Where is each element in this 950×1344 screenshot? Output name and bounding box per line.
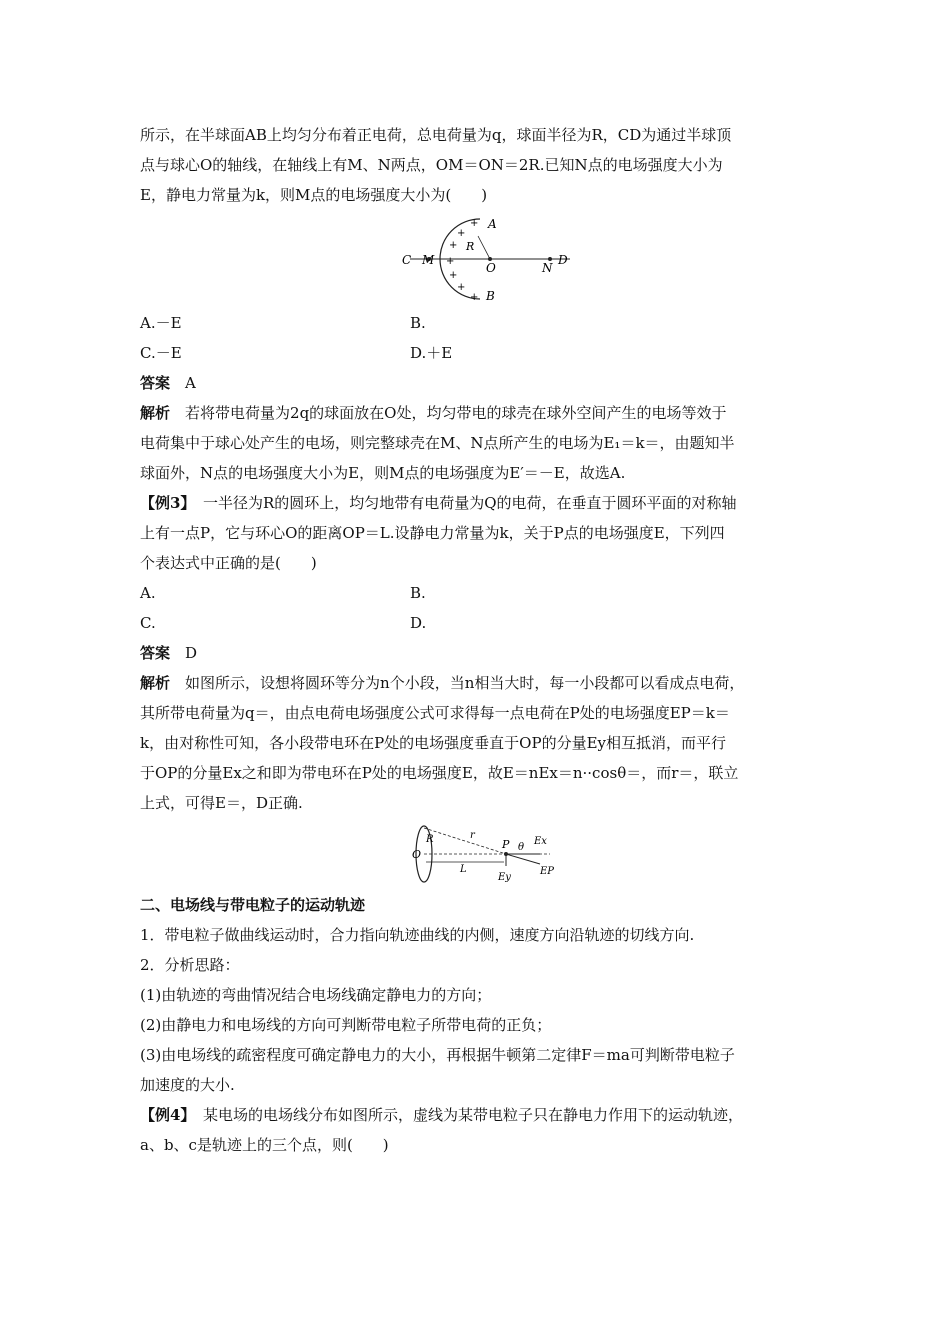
q2-analysis-line-2: 电荷集中于球心处产生的电场，则完整球壳在M、N点所产生的电场为E₁＝k＝，由题知半: [140, 434, 735, 452]
section-step-3-cont: 加速度的大小.: [140, 1076, 235, 1094]
section-point-2: 2．分析思路：: [140, 956, 240, 974]
ex3-analysis-line-5: 上式，可得E＝，D正确.: [140, 794, 303, 812]
label-A: A: [488, 217, 497, 231]
ex3-stem-line-3: 个表达式中正确的是( ): [140, 554, 317, 572]
label-O: O: [412, 848, 422, 861]
ex3-analysis-line-2: 其所带电荷量为q＝，由点电荷电场强度公式可求得每一点电荷在P处的电场强度EP＝k＝: [140, 704, 730, 722]
analysis-text: 若将带电荷量为2q的球面放在O处，均匀带电的球壳在球外空间产生的电场等效于: [185, 404, 727, 422]
q2-option-a[interactable]: A.－E: [140, 314, 182, 332]
answer-value: A: [185, 374, 196, 392]
section-step-3: (3)由电场线的疏密程度可确定静电力的大小，再根据牛顿第二定律F＝ma可判断带电粒子: [140, 1046, 735, 1064]
label-theta: θ: [518, 842, 525, 853]
label-B: B: [486, 289, 495, 303]
label-M: M: [422, 253, 435, 267]
q2-answer: [140, 368, 840, 398]
analysis-label: 解析: [140, 404, 171, 422]
q2-analysis-line-3: 球面外，N点的电场强度大小为E，则M点的电场强度为E′＝－E，故选A.: [140, 464, 626, 482]
plus-sign: +: [449, 270, 458, 281]
label-D: D: [558, 253, 568, 267]
ex4-stem-line-1: [140, 1100, 840, 1130]
plus-sign: +: [470, 292, 479, 303]
label-O: O: [486, 261, 496, 275]
label-Ex: Ex: [534, 836, 547, 847]
label-r: r: [470, 830, 475, 841]
q2-option-d[interactable]: D.＋E: [410, 344, 453, 362]
ex3-analysis-line-3: k，由对称性可知，各小段带电环在P处的电场强度垂直于OP的分量Ey相互抵消，而平行: [140, 734, 726, 752]
ex3-options-row-2: [140, 608, 840, 638]
q2-options-row-1: [140, 308, 840, 338]
analysis-text: 如图所示，设想将圆环等分为n个小段，当n相当大时，每一小段都可以看成点电荷，: [185, 674, 745, 692]
section-step-1: (1)由轨迹的弯曲情况结合电场线确定静电力的方向；: [140, 986, 492, 1004]
ring-field-diagram: [400, 822, 580, 886]
label-R: R: [466, 240, 475, 253]
answer-label: 答案: [140, 644, 171, 662]
ex3-option-a[interactable]: A.: [140, 584, 156, 602]
q2-analysis-line-1: [140, 398, 840, 428]
label-L: L: [460, 864, 467, 875]
ex3-text: 一半径为R的圆环上，均匀地带有电荷量为Q的电荷，在垂直于圆环平面的对称轴: [202, 494, 737, 512]
ex4-text: 某电场的电场线分布如图所示，虚线为某带电粒子只在静电力作用下的运动轨迹，: [202, 1106, 743, 1124]
ex3-stem-line-1: [140, 488, 840, 518]
ex3-option-b[interactable]: B.: [410, 584, 426, 602]
ex4-stem-line-2: a、b、c是轨迹上的三个点，则( ): [140, 1136, 389, 1154]
label-P: P: [502, 838, 510, 851]
q2-option-c[interactable]: C.－E: [140, 344, 182, 362]
analysis-label: 解析: [140, 674, 171, 692]
q2-stem-line-3: E，静电力常量为k，则M点的电场强度大小为( ): [140, 186, 488, 204]
section-point-1: 1．带电粒子做曲线运动时，合力指向轨迹曲线的内侧，速度方向沿轨迹的切线方向.: [140, 926, 695, 944]
q2-options-row-2: [140, 338, 840, 368]
plus-sign: +: [457, 228, 466, 239]
section-title: 二、电场线与带电粒子的运动轨迹: [140, 896, 366, 914]
label-EP: EP: [540, 866, 555, 877]
hemisphere-diagram: [390, 214, 590, 304]
q2-option-b[interactable]: B.: [410, 314, 426, 332]
q2-stem-line-2: 点与球心O的轴线，在轴线上有M、N两点，OM＝ON＝2R.已知N点的电场强度大小为: [140, 156, 723, 174]
label-C: C: [402, 253, 412, 267]
ex3-option-c[interactable]: C.: [140, 614, 156, 632]
ex3-stem-line-2: 上有一点P，它与环心O的距离OP＝L.设静电力常量为k，关于P点的电场强度E，下列四: [140, 524, 725, 542]
ex3-analysis-line-1: [140, 668, 840, 698]
ex3-answer: [140, 638, 840, 668]
plus-sign: +: [457, 282, 466, 293]
plus-sign: +: [449, 240, 458, 251]
label-Ey: Ey: [498, 872, 511, 883]
ex3-analysis-line-4: 于OP的分量Ex之和即为带电环在P处的电场强度E，故E＝nEx＝n··cosθ＝，而r＝，联立: [140, 764, 739, 782]
plus-sign: +: [446, 256, 455, 267]
answer-value: D: [185, 644, 198, 662]
section-step-2: (2)由静电力和电场线的方向可判断带电粒子所带电荷的正负；: [140, 1016, 552, 1034]
ex3-options-row-1: [140, 578, 840, 608]
label-N: N: [542, 261, 553, 275]
example-tag: 【例3】: [140, 494, 188, 512]
q2-stem-line-1: 所示，在半球面AB上均匀分布着正电荷，总电荷量为q，球面半径为R，CD为通过半球顶: [140, 126, 732, 144]
ex3-option-d[interactable]: D.: [410, 614, 427, 632]
document-page: [140, 120, 840, 1160]
example-tag: 【例4】: [140, 1106, 188, 1124]
label-R: R: [426, 834, 434, 845]
answer-label: 答案: [140, 374, 171, 392]
plus-sign: +: [470, 218, 479, 229]
